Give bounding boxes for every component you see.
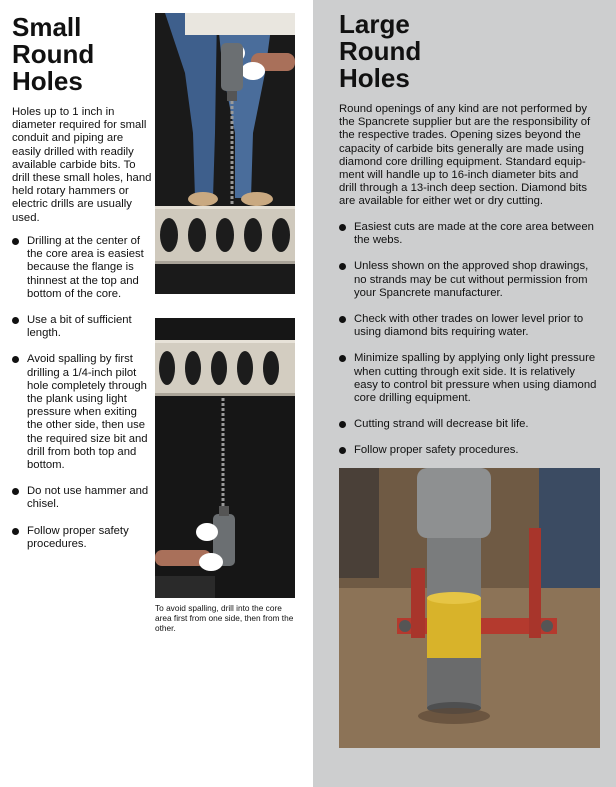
right-title-line: Large — [339, 9, 410, 39]
left-bullet-list — [12, 235, 152, 551]
drilling-illustration — [155, 318, 295, 598]
left-title-line: Small — [12, 12, 82, 42]
list-item: Cutting strand will decrease bit life. — [339, 418, 601, 431]
drilling-from-bottom-photo — [155, 318, 295, 598]
list-item: Check with other trades on lower level prior to using diamond bits requiring water. — [339, 313, 601, 339]
left-title — [12, 14, 94, 95]
right-title — [339, 11, 421, 92]
core-drill-photo — [339, 468, 600, 748]
photo-caption: To avoid spalling, drill into the core area first from one side, then from the other. — [155, 603, 294, 633]
drilling-illustration — [155, 13, 295, 294]
list-item: Follow proper safety procedures. — [339, 444, 601, 457]
list-item: Follow proper safety procedures. — [12, 525, 152, 551]
list-item: Easiest cuts are made at the core area between the webs. — [339, 221, 601, 247]
list-item: Minimize spalling by applying only light pressure when cutting through exit side. It is relatively easy to control bit pressure when using diamond core drilling equipment. — [339, 352, 601, 405]
core-drill-illustration — [339, 468, 600, 748]
drilling-from-top-photo — [155, 13, 295, 294]
left-intro-paragraph: Holes up to 1 inch in diameter required for small conduit and piping are easily drilled with readily available carbide bits. To drill these small holes, hand held rotary hammers or electric drills are usually used. — [12, 106, 152, 224]
list-item: Unless shown on the approved shop drawings, no strands may be cut without permission from your Spancrete manufacturer. — [339, 260, 601, 300]
list-item: Avoid spalling by first drilling a 1/4-inch pilot hole completely through the plank using light pressure when exiting the other side, then use the required size bit and drill from both top and bottom. — [12, 353, 152, 472]
right-intro-paragraph: Round openings of any kind are not performed by the Spancrete supplier but are the responsibility of the respective trades. Opening sizes beyond the capacity of carbide bits generally are made using diamond core drilling equipment. Standard equip-ment will handle up to 16-inch diameter bits and drill through a 13-inch deep section. Diamond bits are available for either wet or dry cutting. — [339, 103, 591, 208]
right-title-line: Round — [339, 36, 422, 66]
list-item: Drilling at the center of the core area is easiest because the flange is thinnest at the top and bottom of the core. — [12, 235, 152, 301]
left-title-line: Round — [12, 39, 95, 69]
right-title-line: Holes — [339, 63, 410, 93]
list-item: Use a bit of sufficient length. — [12, 314, 152, 340]
left-title-line: Holes — [12, 66, 83, 96]
list-item: Do not use hammer and chisel. — [12, 485, 152, 511]
right-bullet-list — [339, 221, 601, 458]
